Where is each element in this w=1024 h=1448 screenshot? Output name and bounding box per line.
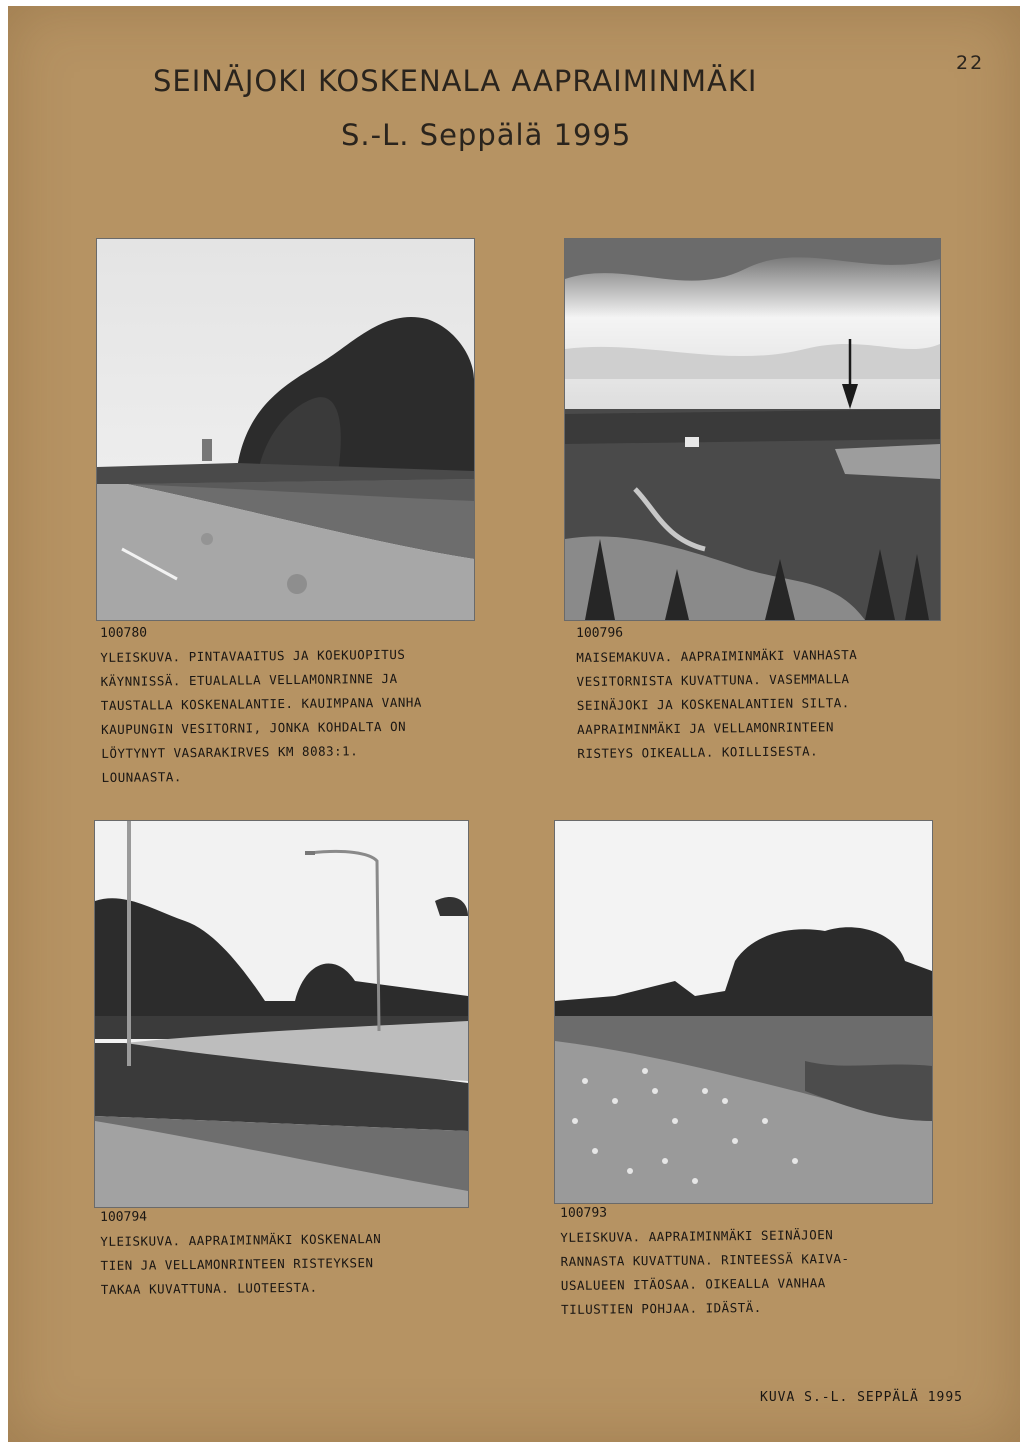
caption-line: TAUSTALLA KOSKENALANTIE. KAUIMPANA VANHA (100, 694, 422, 713)
photo-caption (576, 619, 858, 766)
caption-line: YLEISKUVA. AAPRAIMINMÄKI SEINÄJOEN (560, 1227, 834, 1245)
caption-line: SEINÄJOKI JA KOSKENALANTIEN SILTA. (576, 695, 850, 713)
photo-id: 100796 (576, 625, 624, 641)
photo-caption (100, 1203, 382, 1302)
photo-id: 100793 (560, 1205, 608, 1221)
caption-line: RANNASTA KUVATTUNA. RINTEESSÄ KAIVA- (560, 1250, 850, 1269)
caption-line: MAISEMAKUVA. AAPRAIMINMÄKI VANHASTA (576, 647, 858, 665)
page-title: SEINÄJOKI KOSKENALA AAPRAIMINMÄKI (153, 64, 758, 98)
page-subtitle: S.-L. Seppälä 1995 (341, 118, 632, 152)
photo-caption (100, 619, 423, 790)
caption-line: LOUNAASTA. (101, 769, 182, 785)
caption-line: YLEISKUVA. PINTAVAAITUS JA KOEKUOPITUS (100, 646, 406, 665)
page-number: 22 (956, 52, 985, 74)
photo-credit: KUVA S.-L. SEPPÄLÄ 1995 (760, 1390, 964, 1405)
caption-line: AAPRAIMINMÄKI JA VELLAMONRINTEEN (577, 719, 835, 737)
photo-landscape-view (564, 238, 941, 621)
caption-line: YLEISKUVA. AAPRAIMINMÄKI KOSKENALAN (100, 1231, 382, 1249)
caption-line: KAUPUNGIN VESITORNI, JONKA KOHDALTA ON (101, 718, 407, 737)
caption-line: LÖYTYNYT VASARAKIRVES KM 8083:1. (101, 743, 359, 761)
photo-caption (560, 1199, 850, 1322)
caption-line: VESITORNISTA KUVATTUNA. VASEMMALLA (576, 671, 850, 689)
caption-line: TAKAA KUVATTUNA. LUOTEESTA. (100, 1279, 318, 1297)
photo-id: 100780 (100, 625, 148, 641)
photo-id: 100794 (100, 1209, 148, 1225)
photo-road-and-trees (96, 238, 475, 621)
photo-meadow (554, 820, 933, 1204)
caption-line: RISTEYS OIKEALLA. KOILLISESTA. (577, 743, 819, 761)
caption-line: USALUEEN ITÄOSAA. OIKEALLA VANHAA (560, 1275, 826, 1293)
photo-road-intersection (94, 820, 469, 1208)
caption-line: TIEN JA VELLAMONRINTEEN RISTEYKSEN (100, 1255, 374, 1273)
caption-line: KÄYNNISSÄ. ETUALALLA VELLAMONRINNE JA (100, 670, 398, 689)
caption-line: TILUSTIEN POHJAA. IDÄSTÄ. (561, 1299, 762, 1317)
document-page (8, 6, 1020, 1442)
